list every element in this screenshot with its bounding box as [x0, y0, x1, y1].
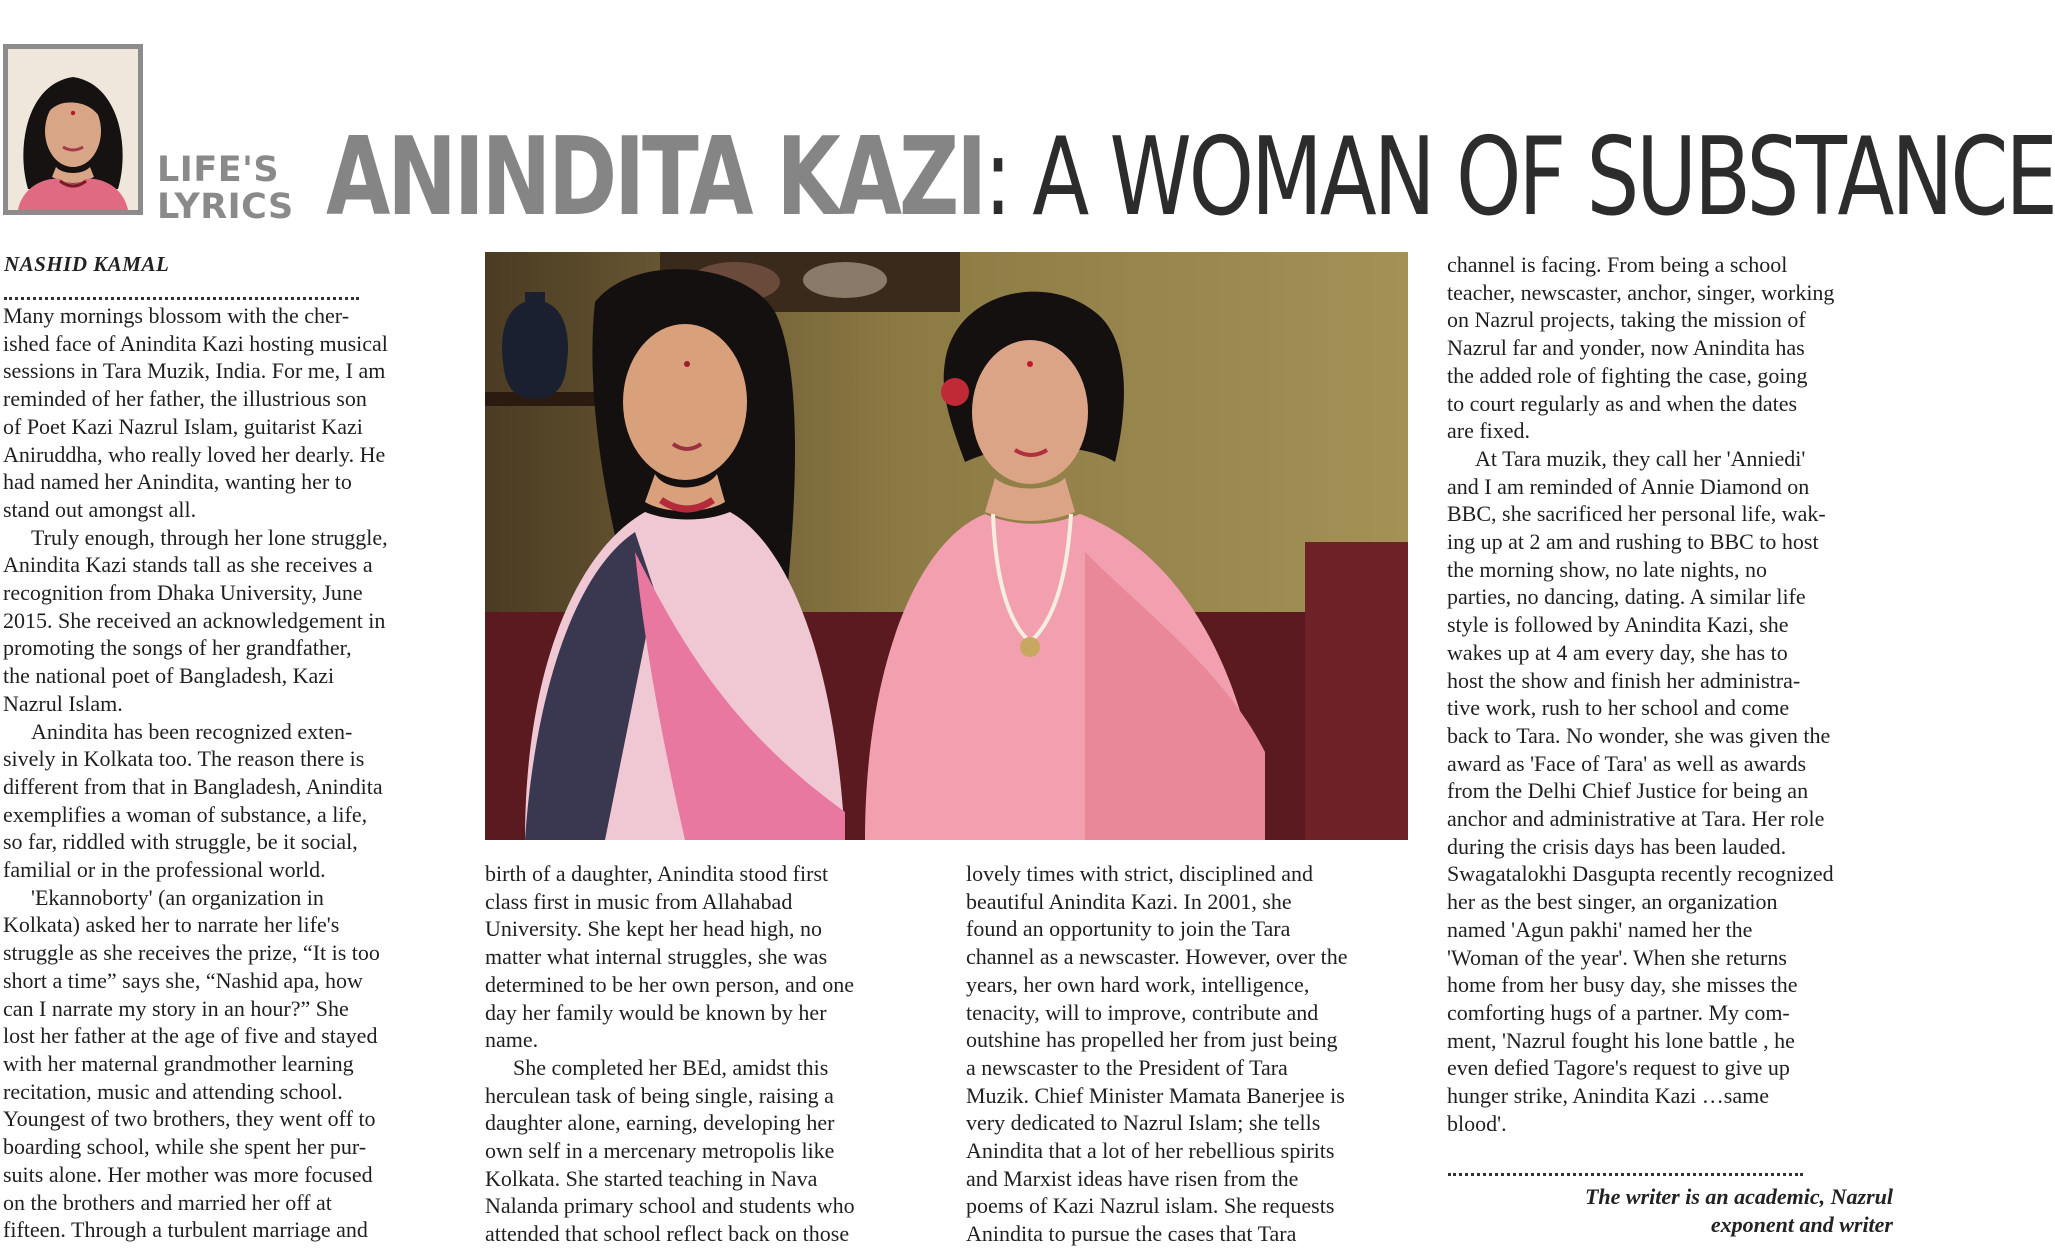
byline: NASHID KAMAL [4, 252, 170, 276]
article-line: during the crisis days has been lauded. [1447, 833, 1787, 859]
article-line: the morning show, no late nights, no [1447, 556, 1767, 582]
article-line: home from her busy day, she misses the [1447, 972, 1798, 998]
headline [326, 115, 2055, 240]
article-line: are fixed. [1447, 418, 1531, 444]
article-line: hunger strike, Anindita Kazi …same [1447, 1083, 1769, 1109]
article-line: herculean task of being single, raising a [485, 1082, 834, 1108]
article-line: 2015. She received an acknowledgement in [3, 607, 386, 633]
article-line: Many mornings blossom with the cher- [3, 303, 350, 328]
article-line: tenacity, will to improve, contribute and [966, 999, 1319, 1025]
article-photo [485, 252, 1408, 840]
article-line: suits alone. Her mother was more focused [3, 1161, 373, 1187]
article-line: from the Delhi Chief Justice for being an [1447, 778, 1809, 804]
headline-name: ANINDITA KAZI [326, 115, 985, 240]
article-line: name. [485, 1027, 539, 1053]
article-line: Swagatalokhi Dasgupta recently recognized [1447, 861, 1834, 887]
article-line: Youngest of two brothers, they went off to [3, 1106, 376, 1132]
article-line: 'Ekannoborty' (an organization in [31, 884, 324, 910]
section-label-line1: LIFE'S [157, 150, 280, 190]
article-line: ing up at 2 am and rushing to BBC to host [1447, 529, 1819, 555]
article-line: beautiful Anindita Kazi. In 2001, she [966, 888, 1292, 914]
article-line: She completed her BEd, amidst this [513, 1054, 829, 1080]
article-line: 'Woman of the year'. When she returns [1447, 944, 1787, 970]
article-line: the national poet of Bangladesh, Kazi [3, 663, 335, 689]
article-line: had named her Anindita, wanting her to [3, 469, 352, 495]
article-line: comforting hugs of a partner. My com- [1447, 999, 1790, 1025]
article-line: even defied Tagore's request to give up [1447, 1055, 1790, 1081]
article-line: birth of a daughter, Anindita stood first [485, 861, 829, 886]
article-line: reminded of her father, the illustrious son [3, 386, 367, 412]
article-line: parties, no dancing, dating. A similar life [1447, 584, 1806, 610]
writer-note-line2: exponent and writer [1710, 1212, 1893, 1237]
article-line: attended that school reflect back on those [485, 1221, 850, 1247]
article-line: Nalanda primary school and students who [485, 1193, 855, 1219]
article-line: on the brothers and married her off at [3, 1189, 332, 1215]
article-line: named 'Agun pakhi' named her the [1447, 916, 1753, 942]
article-line: own self in a mercenary metropolis like [485, 1138, 835, 1164]
article-line: Anindita Kazi stands tall as she receives a [3, 552, 373, 578]
article-line: stand out amongst all. [3, 496, 197, 522]
article-line: Muzik. Chief Minister Mamata Banerjee is [966, 1082, 1345, 1108]
article-line: recognition from Dhaka University, June [3, 580, 363, 606]
article-line: outshine has propelled her from just being [966, 1027, 1338, 1053]
article-line: sessions in Tara Muzik, India. For me, I am [3, 358, 386, 384]
article-line: host the show and finish her administra- [1447, 667, 1801, 693]
article-line: can I narrate my story in an hour?” She [3, 995, 349, 1021]
article-line: blood'. [1447, 1110, 1507, 1136]
writer-note-line1: The writer is an academic, Nazrul [1584, 1184, 1893, 1209]
article-line: found an opportunity to join the Tara [966, 916, 1291, 942]
article-line: exemplifies a woman of substance, a life, [3, 801, 368, 827]
section-label-line2: LYRICS [157, 187, 294, 227]
author-portrait [3, 44, 143, 215]
article-line: ment, 'Nazrul fought his lone battle , he [1447, 1027, 1795, 1053]
article-line: and I am reminded of Annie Diamond on [1447, 473, 1810, 499]
writer-note-divider [1448, 1173, 1803, 1176]
article-line: with her maternal grandmother learning [3, 1050, 354, 1076]
author-portrait-image [8, 49, 138, 210]
article-line: Nazrul Islam. [3, 690, 123, 716]
article-line: Truly enough, through her lone struggle, [31, 524, 388, 550]
article-line: ished face of Anindita Kazi hosting musical [3, 330, 388, 356]
article-line: teacher, newscaster, anchor, singer, working [1447, 279, 1835, 305]
article-line: of Poet Kazi Nazrul Islam, guitarist Kazi [3, 413, 363, 439]
article-column-2 [485, 860, 935, 1247]
article-line: channel is facing. From being a school [1447, 252, 1788, 277]
article-line: matter what internal struggles, she was [485, 944, 828, 970]
article-line: style is followed by Anindita Kazi, she [1447, 612, 1789, 638]
section-label [157, 152, 297, 226]
writer-note [1445, 1183, 1893, 1239]
article-line: a newscaster to the President of Tara [966, 1054, 1288, 1080]
article-line: determined to be her own person, and one [485, 971, 854, 997]
article-line: her as the best singer, an organization [1447, 889, 1778, 915]
article-line: the added role of fighting the case, going [1447, 362, 1808, 388]
article-line: boarding school, while she spent her pur- [3, 1134, 367, 1160]
article-line: different from that in Bangladesh, Anindita [3, 773, 383, 799]
article-line: channel as a newscaster. However, over the [966, 944, 1348, 970]
article-line: familial or in the professional world. [3, 857, 326, 883]
article-line: Anindita that a lot of her rebellious spirits [966, 1138, 1335, 1164]
article-line: poems of Kazi Nazrul islam. She requests [966, 1193, 1335, 1219]
article-line: Aniruddha, who really loved her dearly. He [3, 441, 386, 467]
headline-subtitle: : A WOMAN OF SUBSTANCE [984, 115, 2055, 240]
article-line: so far, riddled with struggle, be it social, [3, 829, 358, 855]
article-line: to court regularly as and when the dates [1447, 390, 1798, 416]
article-line: Nazrul far and yonder, now Anindita has [1447, 335, 1805, 361]
article-column-1 [3, 302, 453, 1242]
article-photo-image [485, 252, 1408, 840]
article-line: daughter alone, earning, developing her [485, 1110, 835, 1136]
article-line: award as 'Face of Tara' as well as awards [1447, 750, 1807, 776]
article-column-3 [966, 860, 1416, 1247]
article-line: fifteen. Through a turbulent marriage and [3, 1217, 368, 1243]
article-line: anchor and administrative at Tara. Her role [1447, 806, 1825, 832]
article-line: recitation, music and attending school. [3, 1078, 343, 1104]
article-line: Anindita to pursue the cases that Tara [966, 1221, 1297, 1247]
article-line: University. She kept her head high, no [485, 916, 823, 942]
article-line: Kolkata. She started teaching in Nava [485, 1165, 818, 1191]
article-line: sively in Kolkata too. The reason there is [3, 746, 365, 772]
article-line: Kolkata) asked her to narrate her life's [3, 912, 340, 938]
article-line: BBC, she sacrificed her personal life, wak- [1447, 501, 1826, 527]
article-column-4 [1447, 251, 1912, 1161]
article-line: back to Tara. No wonder, she was given the [1447, 722, 1831, 748]
article-line: and Marxist ideas have risen from the [966, 1165, 1299, 1191]
article-line: years, her own hard work, intelligence, [966, 971, 1310, 997]
article-line: Anindita has been recognized exten- [31, 718, 353, 744]
article-line: At Tara muzik, they call her 'Anniedi' [1475, 445, 1806, 471]
article-line: lovely times with strict, disciplined and [966, 861, 1314, 886]
article-line: day her family would be known by her [485, 999, 827, 1025]
article-line: lost her father at the age of five and stayed [3, 1023, 378, 1049]
article-line: struggle as she receives the prize, “It is too [3, 940, 380, 966]
article-line: very dedicated to Nazrul Islam; she tells [966, 1110, 1321, 1136]
article-line: wakes up at 4 am every day, she has to [1447, 639, 1788, 665]
article-line: promoting the songs of her grandfather, [3, 635, 352, 661]
article-line: class first in music from Allahabad [485, 888, 793, 914]
article-line: on Nazrul projects, taking the mission of [1447, 307, 1806, 333]
article-line: tive work, rush to her school and come [1447, 695, 1790, 721]
byline-divider [4, 297, 359, 300]
article-line: short a time” says she, “Nashid apa, how [3, 967, 363, 993]
